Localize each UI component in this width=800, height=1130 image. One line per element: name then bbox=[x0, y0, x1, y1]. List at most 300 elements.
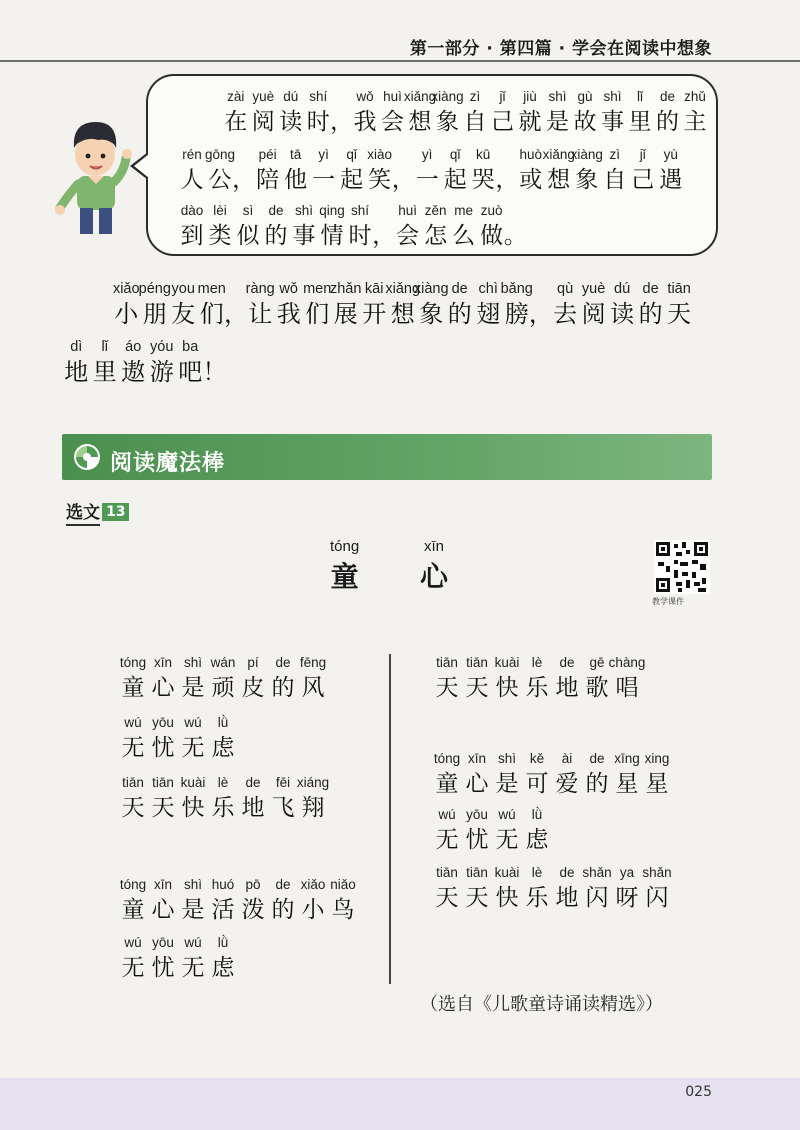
hanzi: 天 bbox=[465, 675, 489, 701]
pinyin: xiào bbox=[367, 147, 392, 162]
pinyin: gē bbox=[589, 655, 605, 670]
hanzi-char bbox=[178, 876, 208, 926]
hanzi: 里 bbox=[92, 358, 117, 386]
pinyin: qù bbox=[557, 281, 574, 297]
hanzi-char bbox=[502, 280, 531, 330]
hanzi: 一 bbox=[415, 167, 439, 193]
pinyin: chì bbox=[478, 281, 498, 297]
pinyin: shì bbox=[294, 203, 313, 218]
hanzi-char bbox=[462, 654, 492, 704]
hanzi: 忧 bbox=[151, 735, 175, 761]
pinyin: tóng bbox=[433, 751, 461, 766]
hanzi-char bbox=[422, 202, 450, 252]
hanzi-char bbox=[642, 864, 672, 914]
hanzi-char bbox=[474, 280, 503, 330]
pinyin: ya bbox=[619, 865, 635, 880]
hanzi: 时 bbox=[306, 109, 330, 135]
hanzi: ， bbox=[528, 300, 553, 328]
poem-title-char-2: xīn 心 bbox=[420, 538, 449, 593]
hanzi-char bbox=[298, 774, 328, 824]
hanzi-char bbox=[298, 876, 328, 926]
pinyin: jiù bbox=[523, 89, 537, 104]
pinyin: fēi bbox=[275, 775, 291, 790]
pinyin: huò bbox=[519, 147, 543, 162]
page-number: 025 bbox=[685, 1084, 712, 1100]
pinyin: kāi bbox=[364, 281, 384, 297]
pinyin: kě bbox=[529, 751, 545, 766]
hanzi-char bbox=[413, 146, 441, 196]
hanzi-char bbox=[198, 280, 227, 330]
hanzi-char bbox=[570, 146, 603, 196]
hanzi-char bbox=[118, 774, 148, 824]
hanzi: 童 bbox=[121, 675, 145, 701]
hanzi: 事 bbox=[601, 109, 624, 135]
hanzi: 乐 bbox=[525, 675, 549, 701]
pinyin: sì bbox=[242, 203, 254, 218]
footer-band bbox=[0, 1078, 800, 1130]
hanzi: 们 bbox=[305, 300, 330, 328]
hanzi: 故 bbox=[573, 109, 597, 135]
pinyin: shì bbox=[548, 89, 567, 104]
hanzi: 是 bbox=[495, 771, 519, 797]
hanzi-char bbox=[290, 202, 318, 252]
hanzi: 无 bbox=[121, 735, 145, 761]
pinyin: kuài bbox=[494, 865, 520, 880]
pinyin: tā bbox=[289, 147, 302, 162]
hanzi-char bbox=[246, 280, 275, 330]
hanzi-char bbox=[234, 202, 262, 252]
selection-tag bbox=[66, 498, 129, 526]
hanzi: 的 bbox=[264, 223, 288, 249]
pinyin: lè bbox=[531, 655, 543, 670]
pinyin: ràng bbox=[245, 281, 275, 297]
hanzi: ， bbox=[223, 300, 248, 328]
hanzi: 去 bbox=[553, 300, 578, 328]
pinyin: de bbox=[559, 865, 575, 880]
hanzi-char bbox=[517, 146, 545, 196]
qr-code[interactable] bbox=[654, 540, 710, 594]
pinyin: lǜ bbox=[531, 807, 543, 822]
pinyin: dú bbox=[614, 281, 631, 297]
pinyin: xīn bbox=[153, 655, 172, 670]
hanzi: 他 bbox=[284, 167, 308, 193]
hanzi-char bbox=[178, 654, 208, 704]
hanzi: 顽 bbox=[211, 675, 235, 701]
hanzi: 膀 bbox=[504, 300, 529, 328]
pinyin: shì bbox=[183, 655, 202, 670]
pinyin: qǐ bbox=[346, 147, 357, 162]
poem-left-line-3 bbox=[118, 774, 328, 824]
hanzi: 星 bbox=[615, 771, 639, 797]
pinyin: péi bbox=[258, 147, 277, 162]
hanzi: ， bbox=[330, 109, 354, 135]
pinyin: kuài bbox=[180, 775, 206, 790]
hanzi-char bbox=[522, 864, 552, 914]
pinyin: tiān bbox=[436, 655, 458, 670]
pinyin: jǐ bbox=[499, 89, 506, 104]
pinyin: gù bbox=[577, 89, 593, 104]
hanzi: 时 bbox=[348, 223, 372, 249]
body-line-1 bbox=[112, 280, 693, 330]
hanzi: 天 bbox=[435, 675, 459, 701]
hanzi: 或 bbox=[519, 167, 543, 193]
pinyin: lǐ bbox=[637, 89, 643, 104]
hanzi: 可 bbox=[525, 771, 549, 797]
hanzi: 就 bbox=[518, 109, 542, 135]
hanzi: 的 bbox=[271, 675, 295, 701]
pinyin: yì bbox=[318, 147, 329, 162]
pinyin: jǐ bbox=[639, 147, 646, 162]
hanzi: 天 bbox=[465, 885, 489, 911]
hanzi: 皮 bbox=[241, 675, 265, 701]
hanzi-char bbox=[118, 876, 148, 926]
hanzi: 起 bbox=[340, 167, 364, 193]
hanzi: 自 bbox=[463, 109, 487, 135]
hanzi: 乐 bbox=[211, 795, 235, 821]
pinyin: tiān bbox=[667, 281, 691, 297]
pinyin: lèi bbox=[213, 203, 227, 218]
hanzi-char bbox=[462, 750, 492, 800]
hanzi-char bbox=[601, 146, 629, 196]
hanzi: 主 bbox=[683, 109, 707, 135]
hanzi: 无 bbox=[121, 955, 145, 981]
pinyin: wú bbox=[124, 935, 142, 950]
hanzi: 鸟 bbox=[331, 897, 355, 923]
hanzi: 们 bbox=[199, 300, 224, 328]
hanzi: 天 bbox=[667, 300, 692, 328]
qr-code-label: 教学课件 bbox=[652, 597, 684, 606]
hanzi: 哭 bbox=[471, 167, 495, 193]
pinyin: pí bbox=[247, 655, 259, 670]
hanzi-char bbox=[346, 202, 374, 252]
hanzi: ， bbox=[391, 167, 415, 193]
hanzi-char bbox=[431, 88, 464, 138]
pinyin: áo bbox=[125, 339, 142, 355]
selection-tag-number: 13 bbox=[102, 503, 129, 521]
poem-right-line-2 bbox=[432, 750, 672, 800]
hanzi-char bbox=[148, 654, 178, 704]
hanzi-char bbox=[469, 146, 497, 196]
hanzi: 笑 bbox=[368, 167, 392, 193]
hanzi-char bbox=[208, 774, 238, 824]
header-divider bbox=[0, 60, 800, 62]
hanzi: 虑 bbox=[211, 955, 235, 981]
header-title: 第一部分 · 第四篇 · 学会在阅读中想象 bbox=[409, 39, 712, 59]
bubble-line-3 bbox=[178, 202, 525, 252]
hanzi-char bbox=[432, 864, 462, 914]
hanzi: 天 bbox=[121, 795, 145, 821]
hanzi-char bbox=[118, 934, 148, 984]
pinyin: xiǎng bbox=[542, 147, 575, 162]
hanzi-char bbox=[238, 876, 268, 926]
hanzi-char bbox=[148, 774, 178, 824]
hanzi: 情 bbox=[320, 223, 344, 249]
hanzi: 陪 bbox=[256, 167, 280, 193]
pinyin: wǒ bbox=[279, 281, 298, 297]
hanzi-char bbox=[262, 202, 290, 252]
pinyin: zì bbox=[609, 147, 621, 162]
pinyin: xiǎo bbox=[300, 877, 326, 892]
punctuation bbox=[497, 146, 517, 196]
punctuation bbox=[374, 202, 394, 252]
hanzi: 在 bbox=[224, 109, 248, 135]
hanzi-char bbox=[268, 654, 298, 704]
pinyin: xīng bbox=[614, 751, 640, 766]
pinyin: zuò bbox=[480, 203, 503, 218]
hanzi: 飞 bbox=[271, 795, 295, 821]
hanzi: 的 bbox=[656, 109, 679, 135]
hanzi: 小 bbox=[114, 300, 139, 328]
hanzi-char bbox=[305, 88, 333, 138]
pinyin: péng bbox=[138, 281, 171, 297]
pinyin: qǐ bbox=[449, 147, 461, 162]
pinyin: kuài bbox=[494, 655, 520, 670]
pinyin: ba bbox=[182, 339, 199, 355]
hanzi-char bbox=[360, 280, 389, 330]
hanzi-char bbox=[432, 750, 462, 800]
hanzi-char bbox=[551, 280, 580, 330]
hanzi-char bbox=[629, 146, 657, 196]
hanzi-char bbox=[432, 654, 462, 704]
hanzi-char bbox=[268, 774, 298, 824]
pinyin: tiān bbox=[122, 775, 144, 790]
hanzi-char bbox=[522, 654, 552, 704]
hanzi-char bbox=[282, 146, 310, 196]
hanzi-char bbox=[542, 146, 575, 196]
hanzi-char bbox=[274, 280, 303, 330]
pinyin: zěn bbox=[424, 203, 447, 218]
hanzi-char bbox=[478, 202, 506, 252]
hanzi-char bbox=[522, 806, 552, 856]
hanzi-char bbox=[413, 280, 449, 330]
hanzi: 的 bbox=[447, 300, 472, 328]
hanzi: 想 bbox=[390, 300, 415, 328]
pinyin: me bbox=[454, 203, 473, 218]
hanzi-char bbox=[681, 88, 709, 138]
pinyin: tiān bbox=[152, 775, 174, 790]
hanzi-char bbox=[636, 280, 665, 330]
hanzi: 一 bbox=[312, 167, 336, 193]
hanzi-char bbox=[552, 750, 582, 800]
hanzi: 快 bbox=[495, 885, 519, 911]
pinyin: xiàng bbox=[431, 89, 464, 104]
punctuation bbox=[202, 338, 227, 388]
hanzi: 想 bbox=[408, 109, 432, 135]
hanzi-char bbox=[331, 280, 360, 330]
hanzi: 地 bbox=[555, 675, 579, 701]
hanzi-char bbox=[582, 750, 612, 800]
hanzi: 己 bbox=[631, 167, 655, 193]
pinyin: de bbox=[642, 281, 659, 297]
pinyin: yōu bbox=[466, 807, 488, 822]
pinyin: yì bbox=[421, 147, 433, 162]
hanzi-char bbox=[462, 806, 492, 856]
hanzi: 是 bbox=[181, 897, 205, 923]
selection-tag-label: 选文 bbox=[66, 498, 100, 526]
hanzi: 忧 bbox=[465, 827, 489, 853]
hanzi-char bbox=[176, 338, 205, 388]
pinyin: qing bbox=[319, 203, 345, 218]
column-divider bbox=[389, 654, 391, 984]
hanzi: 闪 bbox=[645, 885, 669, 911]
pinyin: xiǎng bbox=[403, 89, 437, 104]
magic-swirl-icon bbox=[72, 442, 102, 472]
pinyin: lè bbox=[217, 775, 229, 790]
poem-right-line-4 bbox=[432, 864, 672, 914]
hanzi-char bbox=[206, 146, 234, 196]
pinyin: de bbox=[451, 281, 468, 297]
poem-right-line-1 bbox=[432, 654, 646, 704]
hanzi-char bbox=[379, 88, 407, 138]
hanzi: 友 bbox=[171, 300, 196, 328]
pinyin: xiǎng bbox=[385, 281, 421, 297]
section-title: 阅读魔法棒 bbox=[110, 451, 226, 476]
hanzi-char bbox=[338, 146, 366, 196]
pinyin: huó bbox=[211, 877, 235, 892]
hanzi: 我 bbox=[353, 109, 377, 135]
pinyin: lǐ bbox=[101, 339, 108, 355]
hanzi: 遨 bbox=[121, 358, 146, 386]
hanzi-char bbox=[112, 280, 141, 330]
hanzi-char bbox=[657, 146, 685, 196]
pinyin: ài bbox=[561, 751, 573, 766]
punctuation bbox=[528, 280, 553, 330]
hanzi-char bbox=[178, 202, 206, 252]
bubble-line-2 bbox=[178, 146, 685, 196]
hanzi: 童 bbox=[435, 771, 459, 797]
pinyin: tóng bbox=[119, 877, 147, 892]
pinyin: bǎng bbox=[500, 281, 533, 297]
hanzi: 快 bbox=[181, 795, 205, 821]
hanzi: 地 bbox=[241, 795, 265, 821]
hanzi-char bbox=[148, 714, 178, 764]
hanzi-char bbox=[91, 338, 120, 388]
hanzi: ， bbox=[495, 167, 519, 193]
pinyin: yóu bbox=[150, 339, 174, 355]
hanzi: 闪 bbox=[585, 885, 609, 911]
pinyin: yōu bbox=[152, 715, 174, 730]
hanzi-char bbox=[268, 876, 298, 926]
hanzi: 虑 bbox=[211, 735, 235, 761]
pinyin: kū bbox=[476, 147, 491, 162]
hanzi: ！ bbox=[202, 358, 227, 386]
pinyin: wú bbox=[184, 715, 202, 730]
hanzi: 阅 bbox=[581, 300, 606, 328]
hanzi: 怎 bbox=[424, 223, 448, 249]
pinyin: yōu bbox=[152, 935, 174, 950]
poem-left-line-5 bbox=[118, 934, 238, 984]
hanzi-char bbox=[62, 338, 91, 388]
hanzi-char bbox=[489, 88, 517, 138]
hanzi-char bbox=[403, 88, 437, 138]
hanzi: 虑 bbox=[525, 827, 549, 853]
hanzi: 快 bbox=[495, 675, 519, 701]
punctuation bbox=[223, 280, 248, 330]
pinyin: lè bbox=[531, 865, 543, 880]
hanzi-char bbox=[582, 864, 612, 914]
hanzi: 活 bbox=[211, 897, 235, 923]
hanzi-char bbox=[552, 864, 582, 914]
pinyin: shǎn bbox=[582, 865, 612, 880]
hanzi-char bbox=[612, 750, 642, 800]
hanzi: 小 bbox=[301, 897, 325, 923]
hanzi: 无 bbox=[181, 735, 205, 761]
hanzi: 自 bbox=[603, 167, 627, 193]
pinyin: xiàng bbox=[570, 147, 603, 162]
poem-title-char-1: tóng 童 bbox=[330, 538, 360, 593]
hanzi-char bbox=[222, 88, 250, 138]
pinyin: chàng bbox=[608, 655, 646, 670]
hanzi-char bbox=[582, 654, 612, 704]
pinyin: xiǎo bbox=[112, 281, 140, 297]
pinyin: zài bbox=[227, 89, 245, 104]
hanzi: 似 bbox=[236, 223, 260, 249]
hanzi: 开 bbox=[362, 300, 387, 328]
hanzi-char bbox=[492, 750, 522, 800]
pinyin: dì bbox=[70, 339, 83, 355]
pinyin: wú bbox=[438, 807, 456, 822]
pinyin: yuè bbox=[252, 89, 275, 104]
pinyin: de bbox=[275, 877, 291, 892]
hanzi-char bbox=[571, 88, 599, 138]
hanzi: 呀 bbox=[615, 885, 639, 911]
boy-illustration bbox=[52, 112, 138, 240]
hanzi-char bbox=[599, 88, 627, 138]
hanzi-char bbox=[118, 714, 148, 764]
hanzi-char bbox=[665, 280, 694, 330]
pinyin: pō bbox=[245, 877, 261, 892]
hanzi-char bbox=[432, 806, 462, 856]
hanzi-char bbox=[250, 88, 278, 138]
hanzi: 地 bbox=[555, 885, 579, 911]
hanzi: 无 bbox=[435, 827, 459, 853]
hanzi: 心 bbox=[151, 675, 175, 701]
hanzi: 地 bbox=[64, 358, 89, 386]
hanzi-char bbox=[148, 934, 178, 984]
hanzi-char bbox=[169, 280, 198, 330]
hanzi: 类 bbox=[208, 223, 232, 249]
pinyin: tóng bbox=[119, 655, 147, 670]
hanzi-char bbox=[544, 88, 572, 138]
pinyin: shì bbox=[183, 877, 202, 892]
hanzi: 的 bbox=[271, 897, 295, 923]
hanzi-char bbox=[318, 202, 346, 252]
pinyin: tiān bbox=[466, 865, 488, 880]
hanzi: 展 bbox=[333, 300, 358, 328]
hanzi-char bbox=[612, 864, 642, 914]
hanzi: 的 bbox=[585, 771, 609, 797]
hanzi: 己 bbox=[491, 109, 514, 135]
pinyin: lǜ bbox=[217, 935, 229, 950]
pinyin: niǎo bbox=[330, 877, 356, 892]
poem-left-line-2 bbox=[118, 714, 238, 764]
hanzi: 唱 bbox=[615, 675, 639, 701]
bubble-line-1 bbox=[222, 88, 709, 138]
hanzi: 做 bbox=[480, 223, 504, 249]
hanzi-char bbox=[328, 876, 358, 926]
hanzi-char bbox=[148, 338, 177, 388]
hanzi: 象 bbox=[575, 167, 599, 193]
poem-left-line-1 bbox=[118, 654, 328, 704]
pinyin: rén bbox=[182, 147, 202, 162]
pinyin: shí bbox=[350, 203, 369, 218]
hanzi-char bbox=[254, 146, 282, 196]
pinyin: men bbox=[197, 281, 226, 297]
hanzi: 公 bbox=[208, 167, 232, 193]
punctuation bbox=[330, 88, 354, 138]
hanzi-char bbox=[303, 280, 332, 330]
pinyin: tiān bbox=[436, 865, 458, 880]
